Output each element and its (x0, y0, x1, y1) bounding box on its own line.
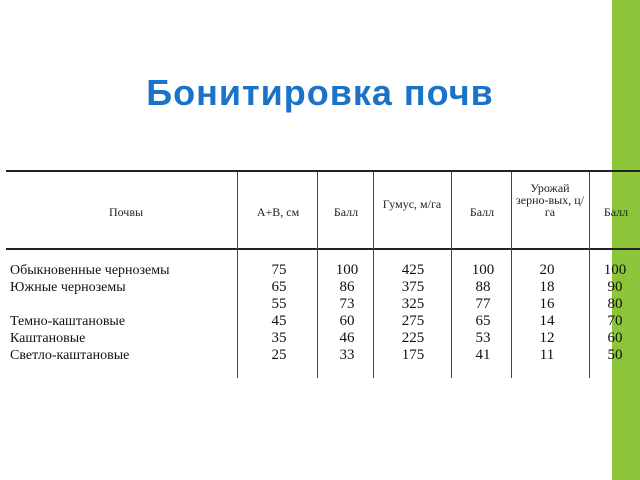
page-title: Бонитировка почв (146, 72, 494, 113)
cell-humus: 225 (401, 330, 425, 346)
column-divider (317, 172, 318, 378)
cell-ab: 55 (271, 296, 287, 312)
column-ball-1 (322, 262, 372, 364)
cell-humus: 275 (401, 313, 425, 329)
soil-name: Обыкновенные черноземы (10, 263, 170, 278)
column-divider (451, 172, 452, 378)
column-divider (373, 172, 374, 378)
cell-humus: 425 (401, 262, 425, 278)
column-ball-2 (458, 262, 508, 364)
cell-ball-2: 53 (475, 330, 491, 346)
cell-yield: 18 (539, 279, 555, 295)
soil-name: Каштановые (10, 331, 86, 346)
cell-ab: 75 (271, 262, 287, 278)
cell-ball-3: 50 (607, 347, 623, 363)
cell-ball-2: 77 (475, 296, 491, 312)
header-yield: Урожай зерно-вых, ц/га (516, 181, 584, 219)
cell-ball-1: 46 (339, 330, 355, 346)
cell-ball-1: 100 (335, 262, 359, 278)
header-ball-1: Балл (333, 205, 359, 219)
cell-yield: 12 (539, 330, 555, 346)
cell-ball-3: 70 (607, 313, 623, 329)
cell-ball-3: 80 (607, 296, 623, 312)
cell-ball-1: 60 (339, 313, 355, 329)
table-header-rule (6, 248, 640, 250)
cell-ball-2: 65 (475, 313, 491, 329)
header-ball-2: Балл (469, 205, 495, 219)
cell-yield: 20 (539, 262, 555, 278)
header-ab: А+В, см (256, 205, 300, 219)
cell-ball-3: 60 (607, 330, 623, 346)
cell-ball-1: 33 (339, 347, 355, 363)
cell-ab: 25 (271, 347, 287, 363)
cell-ball-2: 88 (475, 279, 491, 295)
column-yield (522, 262, 572, 364)
cell-ball-2: 100 (471, 262, 495, 278)
cell-ball-1: 73 (339, 296, 355, 312)
cell-humus: 375 (401, 279, 425, 295)
cell-yield: 14 (539, 313, 555, 329)
table-top-rule (6, 170, 640, 172)
column-ball-3 (592, 262, 638, 364)
column-divider (237, 172, 238, 378)
soil-name: Южные черноземы (10, 280, 126, 295)
cell-ab: 45 (271, 313, 287, 329)
soil-name (10, 296, 170, 313)
cell-ball-3: 100 (603, 262, 627, 278)
header-humus: Гумус, м/га (382, 197, 442, 211)
column-divider (589, 172, 590, 378)
column-divider (511, 172, 512, 378)
cell-ball-3: 90 (607, 279, 623, 295)
cell-yield: 11 (539, 347, 555, 363)
cell-ab: 35 (271, 330, 287, 346)
soil-name: Темно-каштановые (10, 314, 126, 329)
cell-humus: 175 (401, 347, 425, 363)
header-ball-3: Балл (603, 205, 629, 219)
cell-humus: 325 (401, 296, 425, 312)
column-humus (388, 262, 438, 364)
cell-ball-1: 86 (339, 279, 355, 295)
cell-ball-2: 41 (475, 347, 491, 363)
cell-yield: 16 (539, 296, 555, 312)
column-ab (254, 262, 304, 364)
soil-names (10, 262, 170, 364)
header-soils: Почвы (108, 205, 144, 219)
cell-ab: 65 (271, 279, 287, 295)
soil-name: Светло-каштановые (10, 348, 130, 363)
soil-rating-table (6, 164, 640, 378)
